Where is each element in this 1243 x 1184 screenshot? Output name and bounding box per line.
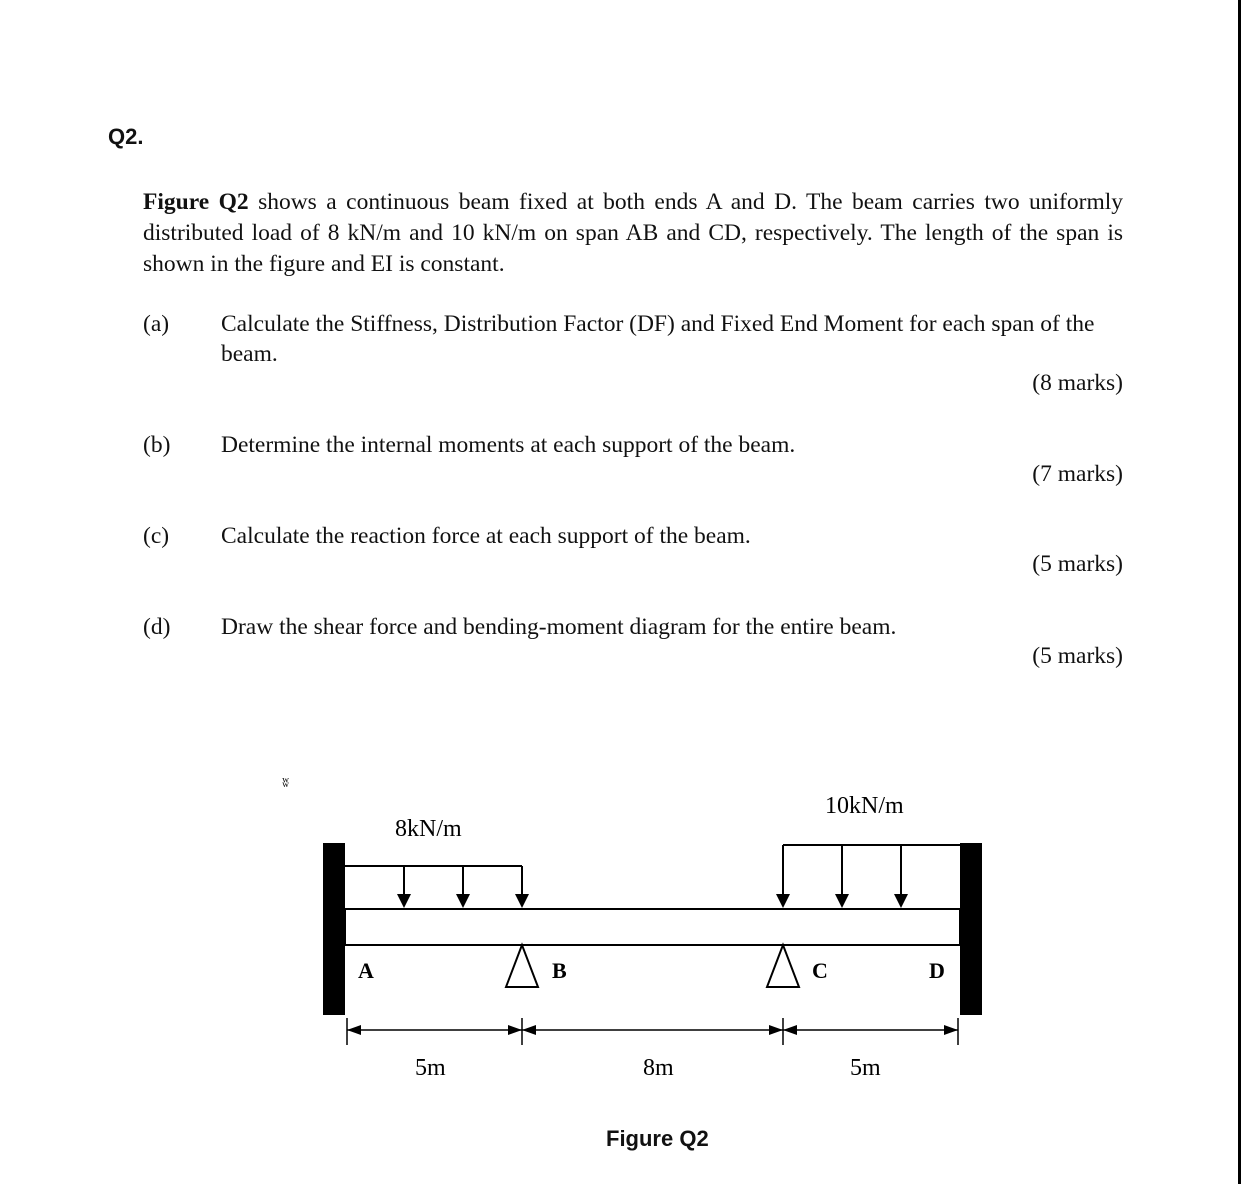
- part-text: Calculate the Stiffness, Distribution Factor (DF) and Fixed End Moment for each span of the beam.: [221, 311, 1095, 367]
- support-label-d: D: [929, 958, 945, 983]
- figure-caption: Figure Q2: [606, 1126, 709, 1151]
- part-text: Draw the shear force and bending-moment diagram for the entire beam.: [221, 614, 897, 640]
- marks-b: (7 marks): [1032, 461, 1123, 487]
- fixed-wall-d: [960, 843, 982, 1015]
- marks-d: (5 marks): [1032, 643, 1123, 669]
- part-label: (b): [143, 432, 171, 458]
- load-label-cd: 10kN/m: [825, 793, 904, 819]
- question-number: Q2.: [108, 124, 144, 149]
- dimension-line: [347, 1018, 958, 1045]
- load-label-ab: 8kN/m: [395, 816, 462, 842]
- marks-a: (8 marks): [1032, 370, 1123, 396]
- part-label: (a): [143, 311, 170, 337]
- beam-figure: [0, 740, 1243, 1120]
- fixed-wall-a: [323, 843, 345, 1015]
- span-label-bc: 8m: [643, 1055, 674, 1081]
- part-label: (d): [143, 614, 171, 640]
- udl-cd: [776, 845, 960, 908]
- span-label-cd: 5m: [850, 1055, 881, 1081]
- part-text: Determine the internal moments at each support of the beam.: [221, 432, 796, 458]
- support-label-a: A: [358, 958, 374, 983]
- scribble-mark: ʬ: [282, 776, 290, 791]
- pin-support-c: [767, 945, 799, 987]
- part-label: (c): [143, 523, 170, 549]
- beam: [345, 909, 960, 945]
- marks-c: (5 marks): [1032, 551, 1123, 577]
- pin-support-b: [506, 945, 538, 987]
- intro-text: shows a continuous beam fixed at both ends A and D. The beam carries two uniformly distributed load of 8 kN/m and 10 kN/m on span AB and CD, respectively. The length of the span is shown in the figure and EI is constant.: [143, 189, 1124, 277]
- part-text: Calculate the reaction force at each support of the beam.: [221, 523, 751, 549]
- span-label-ab: 5m: [415, 1055, 446, 1081]
- udl-ab: [345, 866, 529, 908]
- figure-reference: Figure Q2: [143, 189, 249, 215]
- support-label-b: B: [552, 958, 567, 983]
- support-label-c: C: [812, 958, 828, 983]
- question-intro: [143, 187, 1123, 280]
